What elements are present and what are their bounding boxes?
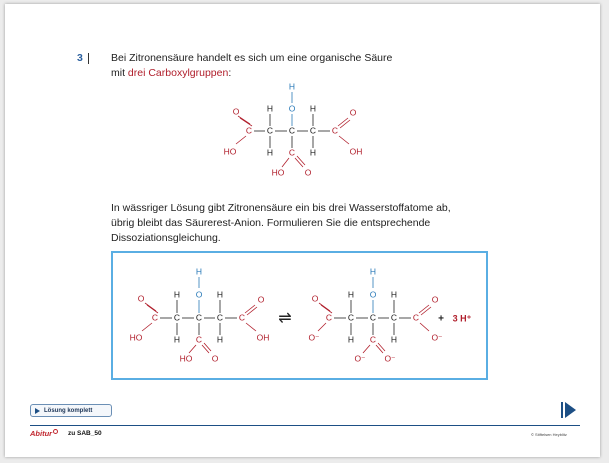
task-intro-line-2: mit drei Carboxylgruppen: <box>111 67 232 79</box>
atom-o: O <box>232 106 240 117</box>
atom-o: O <box>304 167 312 178</box>
group-hydroxyl: HO <box>179 353 193 364</box>
atom-c: C <box>309 125 317 136</box>
atom-h: H <box>347 334 355 345</box>
group-hydroxyl: OH <box>349 146 363 157</box>
atom-c-carboxyl: C <box>331 125 339 136</box>
atom-o: O <box>137 293 145 304</box>
task-paragraph-line-2: übrig bleibt das Säurerest-Anion. Formulieren Sie die entsprechende <box>111 217 431 229</box>
solution-complete-button[interactable] <box>30 404 112 417</box>
atom-c: C <box>266 125 274 136</box>
anion-oxygen: O⁻ <box>384 353 396 364</box>
next-page-button[interactable] <box>558 401 578 419</box>
atom-c-carboxyl: C <box>245 125 253 136</box>
atom-h-hydroxyl: H <box>288 81 296 92</box>
atom-h: H <box>390 289 398 300</box>
atom-c-carboxyl: C <box>195 334 203 345</box>
atom-c: C <box>390 312 398 323</box>
group-hydroxyl: HO <box>271 167 285 178</box>
atom-h: H <box>309 147 317 158</box>
registered-icon <box>53 429 58 434</box>
anion-oxygen: O⁻ <box>354 353 366 364</box>
anion-oxygen: O⁻ <box>431 332 443 343</box>
task-number: 3 <box>77 52 83 64</box>
atom-c-central: C <box>288 125 296 136</box>
atom-c: C <box>216 312 224 323</box>
protons-product: 3 H⁺ <box>452 313 472 324</box>
atom-o: O <box>257 294 265 305</box>
anion-oxygen: O⁻ <box>308 332 320 343</box>
task-paragraph-line-1: In wässriger Lösung gibt Zitronensäure ein bis drei Wasserstoffatome ab, <box>111 202 451 214</box>
atom-o: O <box>211 353 219 364</box>
atom-o: O <box>431 294 439 305</box>
atom-c-carboxyl: C <box>288 147 296 158</box>
atom-h: H <box>173 334 181 345</box>
footer-divider <box>30 425 580 426</box>
equilibrium-arrow: ⇌ <box>278 310 292 328</box>
atom-c-central: C <box>195 312 203 323</box>
atom-c: C <box>173 312 181 323</box>
atom-c-carboxyl: C <box>238 312 246 323</box>
atom-h: H <box>173 289 181 300</box>
atom-h-hydroxyl: H <box>369 266 377 277</box>
group-hydroxyl: HO <box>129 332 143 343</box>
atom-c-carboxyl: C <box>151 312 159 323</box>
atom-h-hydroxyl: H <box>195 266 203 277</box>
atom-h: H <box>347 289 355 300</box>
atom-h: H <box>266 103 274 114</box>
highlight-carboxyl: drei Carboxylgruppen <box>127 67 229 79</box>
play-icon <box>35 408 40 414</box>
next-page-icon <box>565 402 576 418</box>
atom-o-hydroxyl: O <box>369 289 377 300</box>
atom-h: H <box>266 147 274 158</box>
atom-o: O <box>349 107 357 118</box>
atom-o: O <box>311 293 319 304</box>
atom-c-carboxyl: C <box>325 312 333 323</box>
atom-o-hydroxyl: O <box>288 103 296 114</box>
group-hydroxyl: OH <box>256 332 270 343</box>
task-intro-line-1: Bei Zitronensäure handelt es sich um eine organische Säure <box>111 52 393 64</box>
task-paragraph-line-3: Dissoziationsgleichung. <box>111 232 221 244</box>
atom-c-carboxyl: C <box>369 334 377 345</box>
group-hydroxyl: HO <box>223 146 237 157</box>
next-page-icon-bar <box>561 402 563 418</box>
atom-c-central: C <box>369 312 377 323</box>
copyright-notice: © Stiftelsen Heyblitz <box>531 432 567 437</box>
footer-reference: zu SAB_50 <box>68 430 102 437</box>
publisher-logo: Abitur <box>30 429 58 438</box>
atom-c: C <box>347 312 355 323</box>
plus-sign: + <box>438 313 444 325</box>
atom-h: H <box>390 334 398 345</box>
atom-h: H <box>216 334 224 345</box>
atom-c-carboxyl: C <box>412 312 420 323</box>
atom-h: H <box>309 103 317 114</box>
solution-complete-label: Lösung komplett <box>44 407 93 414</box>
atom-o-hydroxyl: O <box>195 289 203 300</box>
atom-h: H <box>216 289 224 300</box>
